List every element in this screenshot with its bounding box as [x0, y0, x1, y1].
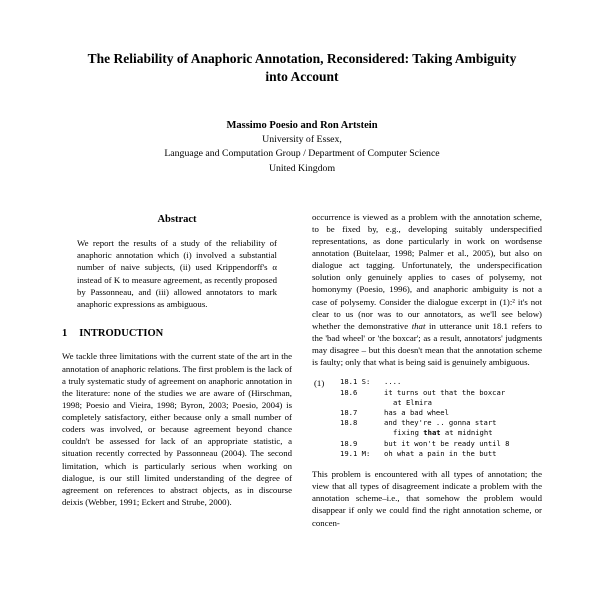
transcript-line: 18.9 but it won't be ready until 8 — [340, 438, 510, 448]
paper-title: The Reliability of Anaphoric Annotation, Reconsidered: Taking Ambiguity into Account — [87, 51, 517, 84]
right-paragraph-1 — [312, 211, 542, 369]
transcript-line: 18.8 and they're .. gonna start — [340, 418, 497, 428]
bold-word: that — [423, 428, 441, 438]
two-column-body — [62, 211, 542, 529]
section-heading-introduction — [62, 327, 292, 341]
example-number: (1) — [314, 378, 325, 389]
section-number: 1 — [62, 327, 68, 339]
transcript-line: 19.1 M: oh what a pain in the butt — [340, 448, 497, 458]
introduction-paragraph: We tackle three limitations with the current state of the art in the annotation of anaphoric relations. The first problem is the lack of a truly systematic study of agreement on anaphoric annotation in the literature: none of the studies we are aware of (Hirschman, 1998; Poesio and Vieira, 1998; Byron, 2003; Poesio, 2004) is completely satisfactory, either because only a small number of coders was involved, or because agreement beyond chance couldn't be assessed for lack of an appropriate statistic, a situation recently corrected by Passonneau (2004). The second limitation, which is particularly serious when working on dialogue, is our still limited understanding of the degree of agreement on references to abstract objects, as in discourse deixis (Webber, 1991; Eckert and Strube, 2000). — [62, 351, 292, 507]
right-column — [312, 211, 542, 529]
transcript-line: 18.6 it turns out that the boxcar — [340, 387, 506, 397]
paragraph-text: in utterance unit 18.1 refers to the 'bad wheel' or 'the boxcar'; as a result, annotators' judgments may disagree – but this doesn't mean that the annotation scheme is faulty; only that what is being said is genuinely ambiguous. — [312, 320, 543, 368]
transcript-line: 18.7 has a bad wheel — [340, 407, 449, 417]
abstract-text: We report the results of a study of the reliability of anaphoric annotation which (i) involved a substantial number of naive subjects, (ii) used Krippendorff's α instead of K to measure agreement, as recently proposed by Passonneau, and (iii) allowed annotators to mark anaphoric expressions as ambiguous. — [77, 238, 277, 309]
abstract-heading: Abstract — [157, 213, 197, 225]
left-column — [62, 211, 292, 529]
transcript-line-continuation: fixing that at midnight — [393, 428, 493, 438]
transcript-line-continuation: at Elmira — [393, 397, 432, 407]
affiliation-line: University of Essex, — [262, 133, 342, 145]
section-label: INTRODUCTION — [79, 327, 164, 339]
paper-authors: Massimo Poesio and Ron Artstein — [226, 119, 378, 131]
example-transcript — [340, 377, 510, 459]
affiliation-line: United Kingdom — [268, 163, 336, 174]
italic-word: that — [411, 320, 426, 331]
dialogue-example — [314, 377, 542, 459]
transcript-line: 18.1 S: .... — [340, 377, 402, 387]
right-paragraph-2: This problem is encountered with all types of annotation; the view that all types of disagreement indicate a problem with the annotation scheme–i.e., that somehow the problem would disappear if only we could find the right annotation scheme, or concen- — [312, 469, 542, 528]
affiliation-line: Language and Computation Group / Department of Computer Science — [164, 148, 440, 160]
affiliation-block — [62, 133, 542, 177]
paragraph-text: occurrence is viewed as a problem with the annotation scheme, to be fixed by, e.g., developing suitably underspecified representations, as done particularly in work on wordsense annotation (Buitelaar, 1998; Palmer et al., 2005), but also on dialogue act tagging. Unfortunately, the underspecification solution only genuinely applies to cases of polysemy, not homonymy (Poesio, 1996), and anaphoric ambiguity is not a case of polysemy. Consider the dialogue excerpt in (1):² it's not clear to us (nor was to our annotators, as we'll see below) whether the demonstrative — [312, 211, 542, 331]
